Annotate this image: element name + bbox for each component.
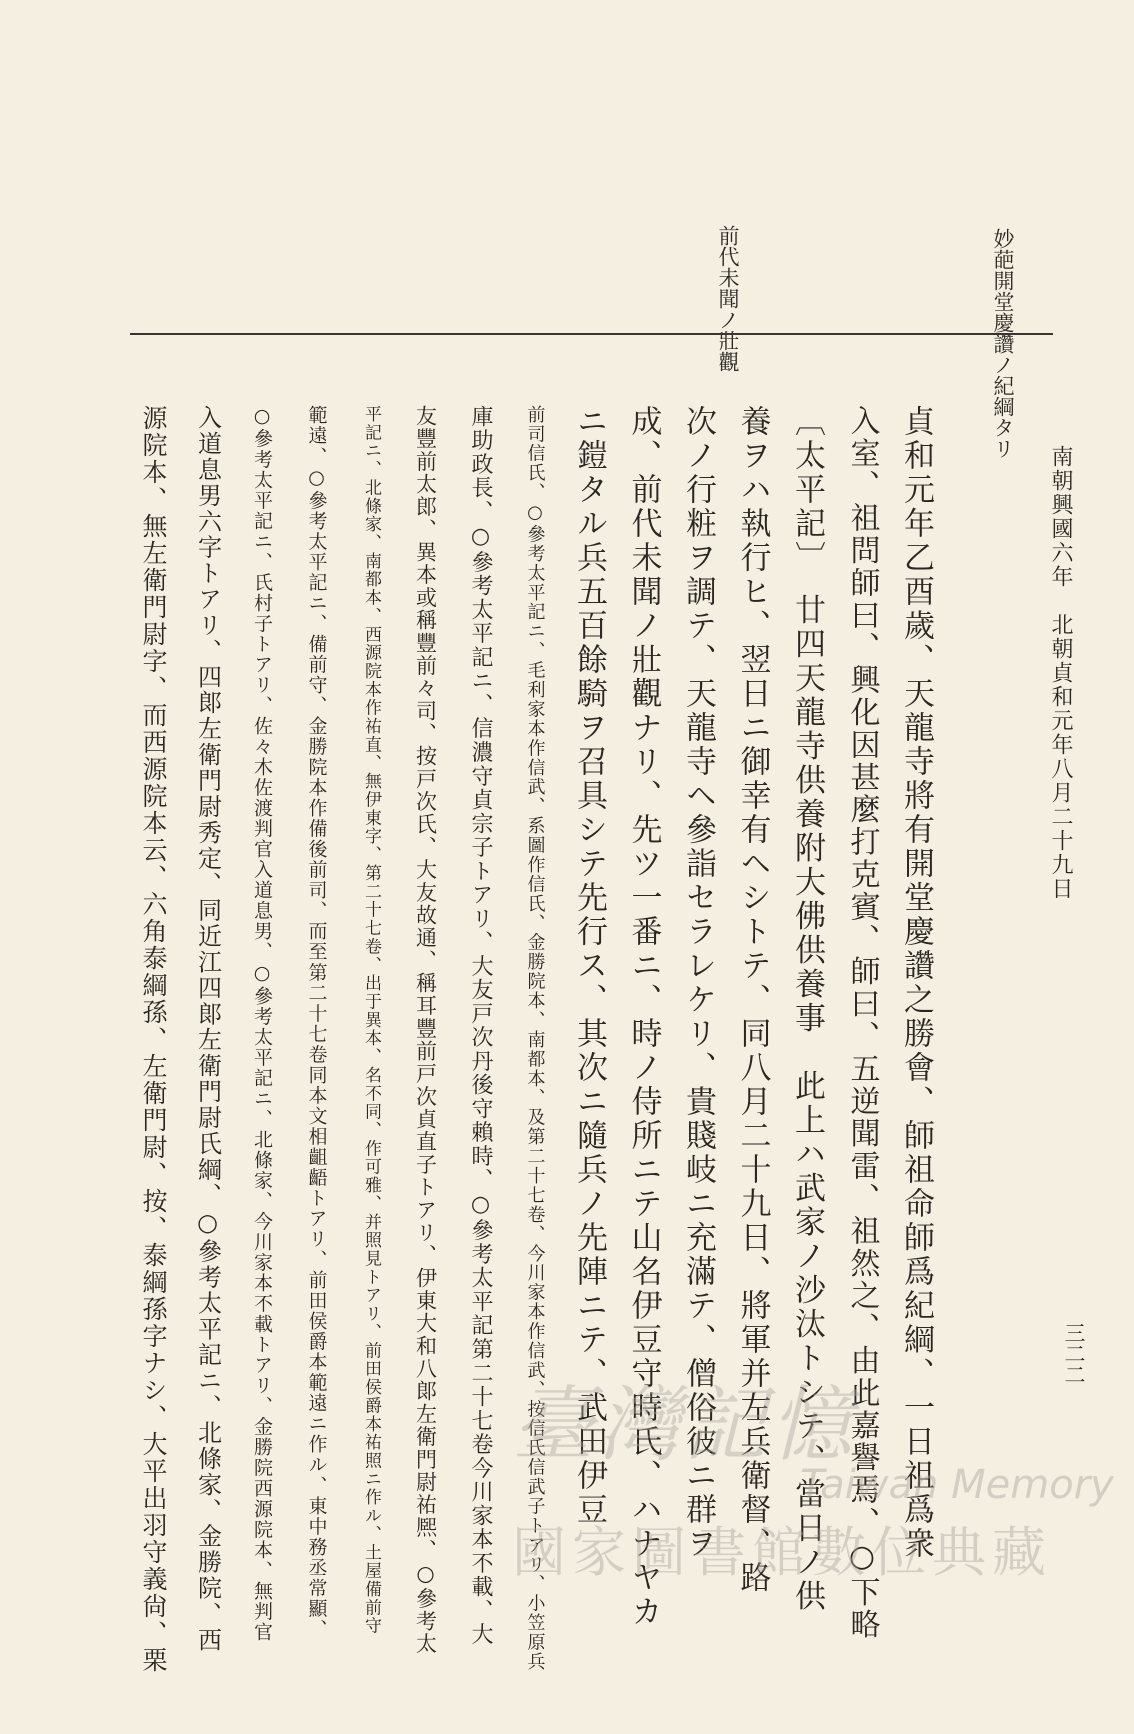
text-column: 入道息男六字トアリ、四郞左衛門尉秀定、同近江四郞左衛門尉氏綱、○參考太平記ニ、北條家、金勝院、西 (193, 405, 222, 1654)
text-column: 〔太平記〕 廿四天龍寺供養附大佛供養事 此上ハ武家ノ沙汰トシテ、當日ノ供 (789, 405, 825, 1614)
margin-note: 妙葩開堂慶讚ノ紀綱タリ (991, 228, 1015, 459)
text-column: 範遠、○參考太平記ニ、備前守、金勝院本作備後前司、而至第二十七卷同本文相齟齬トアリ、前田侯爵本範遠ニ作ル、東中務丞常顯、 (305, 405, 328, 1640)
text-column: 平記ニ、北條家、南都本、西源院本作祐直、無伊東字、第二十七卷、出于異本、名不同、作可雅、并照見トアリ、前田侯爵本祐照ニ作ル、土屋備前守 (361, 405, 381, 1636)
text-column: 成、前代未聞ノ壯觀ナリ、先ツ一番ニ、時ノ侍所ニテ山名伊豆守時氏、ハナヤカ (625, 405, 662, 1629)
text-column: 入室、祖問師曰、興化因甚麼打克賓、師曰、五逆聞雷、祖然之、由此嘉譽焉、○下略 (844, 405, 880, 1642)
page-number: 三二二 (1062, 1322, 1086, 1385)
text-column: 前司信氏、○參考太平記ニ、毛利家本作信武、系圖作信氏、金勝院本、南都本、及第二十七卷、今川家本作信武、按信氏信武子トアリ、小笠原兵 (524, 405, 546, 1672)
text-column: ニ鎧タル兵五百餘騎ヲ召具シテ先行ス、其次ニ隨兵ノ先陣ニテ、武田伊豆 (571, 405, 607, 1527)
text-column: 源院本、無左衛門尉字、而西源院本云、六角泰綱孫、左衛門尉、按、泰綱孫字ナシ、大平出羽守義尙、栗 (139, 405, 168, 1674)
text-column: ○參考太平記ニ、氏村子トアリ、佐々木佐渡判官入道息男、○參考太平記ニ、北條家、今川家本不載トアリ、金勝院西源院本、無判官 (251, 405, 273, 1643)
text-column: 友豐前太郎、異本或稱豐前々司、按戸次氏、大友故通、稱耳豐前戸次貞直子トアリ、伊東大和八郞左衛門尉祐熈、○參考太 (413, 405, 438, 1656)
watermark-logo-text: 臺灣記憶 (512, 1378, 856, 1473)
running-head: 南朝興國六年 北朝貞和元年八月二十九日 (1048, 445, 1073, 901)
watermark-subtitle: Taiwan Memory (800, 1462, 1114, 1508)
text-column: 庫助政長、○參考太平記ニ、信濃守貞宗子トアリ、大友戸次丹後守賴時、○參考太平記第二十七卷今川家本不載、大 (468, 405, 493, 1647)
margin-note: 前代未聞ノ壯觀 (716, 225, 740, 372)
watermark-library-name: 國家圖書館數位典藏 (512, 1521, 1052, 1584)
text-column: 貞和元年乙酉歲、天龍寺將有開堂慶讚之勝會、師祖命師爲紀綱、一日祖爲衆 (898, 405, 934, 1561)
text-column: 養ヲハ執行ヒ、翌日ニ御幸有ヘシトテ、同八月二十九日、將軍并左兵衛督、路 (734, 405, 771, 1595)
text-column: 次ノ行粧ヲ調テ、天龍寺ヘ參詣セラレケリ、貴賤岐ニ充滿テ、僧俗彼ニ群ヲ (680, 405, 716, 1561)
header-divider (130, 333, 1053, 335)
